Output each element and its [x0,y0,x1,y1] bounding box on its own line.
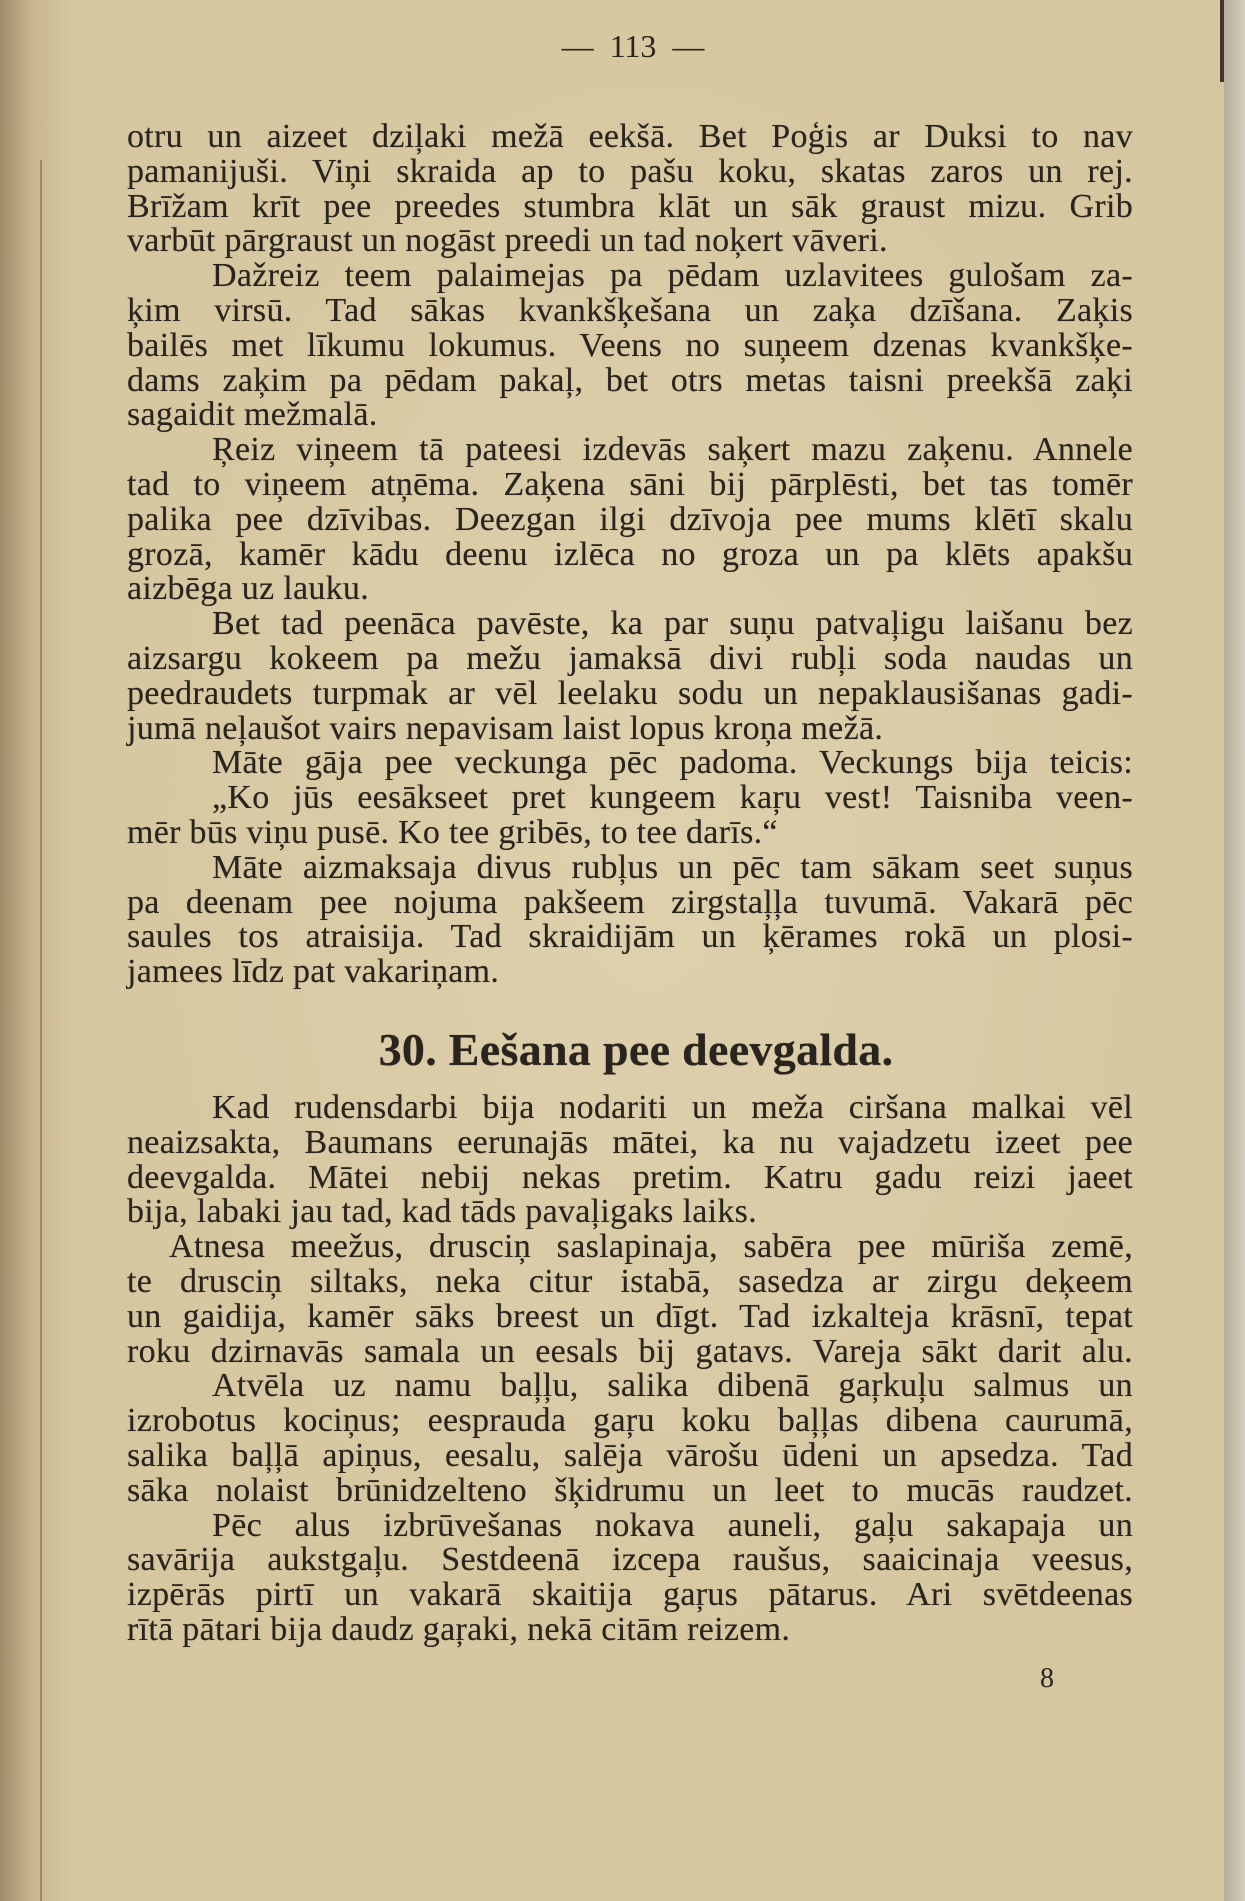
line-text: neaizsakta, Baumans eerunajās mātei, ka nu vajadzetu izeet pee [127,1123,1133,1161]
line-text: te drusciņ siltaks, neka citur istabā, sasedza ar zirgu deķeem [127,1262,1133,1300]
text-line [127,259,1133,294]
line-text: sāka nolaist brūnidzelteno šķidrumu un leet to mucās raudzet. [127,1471,1133,1509]
text-line [127,1297,1133,1335]
line-text: Atvēla uz namu baļļu, salika dibenā gaŗkuļu salmus un [212,1367,1133,1405]
spine-shadow [0,0,72,1901]
line-text: deevgalda. Mātei nebij nekas pretim. Katru gadu reizi jaeet [127,1158,1133,1196]
line-text: Dažreiz teem palaimejas pa pēdam uzlavitees gulošam za- [212,257,1133,295]
line-text: bailēs met līkumu lokumus. Veens no suņeem dzenas kvankšķe- [127,326,1133,364]
text-line [127,500,1133,538]
text-line [127,291,1133,329]
text-line [127,1195,1133,1230]
chapter-body [127,1091,1133,1648]
line-text: saules tos atraisija. Tad skraidijām un ķērames rokā un plosi- [127,918,1133,956]
text-line [127,433,1133,468]
text-line [127,813,1133,851]
text-line [127,1506,1133,1544]
text-line [127,674,1133,712]
text-line [127,1543,1133,1578]
text-line [127,920,1133,955]
line-text: Ŗeiz viņeem tā pateesi izdevās saķert mazu zaķenu. Annele [212,431,1133,469]
text-line [127,1091,1133,1126]
paragraph [127,607,1133,746]
text-line [127,639,1133,677]
line-text: mēr būs viņu pusē. Ko tee gribēs, to tee darīs.“ [127,813,778,851]
text-line [127,848,1133,886]
text-line [127,572,1133,607]
line-text: dams zaķim pa pēdam pakaļ, bet otrs metas taisni preekšā zaķi [127,361,1133,399]
text-line [127,1230,1133,1265]
line-text: Brīžam krīt pee preedes stumbra klāt un sāk graust mizu. Grib [127,187,1133,225]
text-line [127,1158,1133,1196]
line-text: peedraudets turpmak ar vēl leelaku sodu un nepaklausišanas gadi- [127,674,1133,712]
text-line [127,1610,1133,1648]
paragraph [127,1230,1133,1369]
line-text: salika baļļā apiņus, eesalu, salēja vārošu ūdeni un apsedza. Tad [127,1436,1133,1474]
paragraph [127,433,1133,607]
text-line [127,709,1133,747]
paragraph [127,1369,1133,1508]
spine-fold-line [40,160,42,1901]
line-text: Pēc alus izbrūvešanas nokava auneli, gaļu sakapaja un [212,1506,1133,1544]
text-line [127,361,1133,399]
text-line [127,1332,1133,1370]
line-text: pamanijuši. Viņi skraida ap to pašu koku, skatas zaros un rej. [127,152,1133,190]
line-text: rītā pātari bija daudz gaŗaki, nekā citām reizem. [127,1610,791,1648]
text-line [127,1578,1133,1613]
line-text: Atnesa meežus, drusciņ saslapinaja, sabēra pee mūriša zemē, [169,1228,1133,1266]
page-edge [1224,0,1245,1901]
text-line [127,746,1133,781]
line-text: roku dzirnavās samala un eesals bij gatavs. Vareja sākt darit alu. [127,1332,1133,1370]
line-text: varbūt pārgraust un nogāst preedi un tad noķert vāveri. [127,222,888,260]
text-line [127,326,1133,364]
text-line [127,1262,1133,1300]
line-text: bija, labaki jau tad, kad tāds pavaļigaks laiks. [127,1193,758,1231]
paragraph [127,848,1133,991]
line-text: Māte gāja pee veckunga pēc padoma. Veckungs bija teicis: [212,744,1133,782]
text-line [127,1369,1133,1404]
line-text: sagaidit mežmalā. [127,396,378,434]
signature-mark: 8 [1040,1663,1054,1694]
paragraph [127,1091,1133,1230]
text-line [127,465,1133,503]
line-text: jumā neļaušot vairs nepavisam laist lopus kroņa mežā. [127,709,884,747]
paragraph [127,746,1133,781]
text-block-before-chapter [127,120,1133,990]
text-line [127,1404,1133,1439]
line-text: izpērās pirtī un vakarā skaitija gaŗus pātarus. Ari svētdeenas [127,1576,1133,1614]
line-text: izrobotus kociņus; eesprauda gaŗu koku baļļas dibena caurumā, [127,1402,1133,1440]
paragraph [127,1506,1133,1648]
line-text: aizbēga uz lauku. [127,570,370,608]
text-line [127,1471,1133,1509]
text-line [127,781,1133,816]
line-text: savārija aukstgaļu. Sestdeenā izcepa raušus, saaicinaja veesus, [127,1541,1133,1579]
text-line [127,955,1133,990]
text-line [127,535,1133,573]
line-text: Bet tad peenāca pavēste, ka par suņu patvaļigu laišanu bez [212,605,1133,643]
text-line [127,187,1133,225]
paragraph [127,259,1133,433]
line-text: grozā, kamēr kādu deenu izlēca no groza un pa klēts apakšu [127,535,1133,573]
text-line [127,883,1133,921]
line-text: ķim virsū. Tad sākas kvankšķešana un zaķa dzīšana. Zaķis [127,291,1133,329]
text-line [127,398,1133,433]
line-text: pa deenam pee nojuma pakšeem zirgstaļļa tuvumā. Vakarā pēc [127,883,1133,921]
paragraph [127,781,1133,851]
line-text: jamees līdz pat vakariņam. [127,953,500,991]
text-line [127,120,1133,155]
text-line [127,1436,1133,1474]
running-head-page-number: — 113 — [561,28,705,64]
paragraph [127,120,1133,259]
line-text: palika pee dzīvibas. Deezgan ilgi dzīvoja pee mums klētī skalu [127,500,1133,538]
line-text: Māte aizmaksaja divus rubļus un pēc tam sākam seet suņus [212,848,1133,886]
line-text: otru un aizeet dziļaki mežā eekšā. Bet Poģis ar Duksi to nav [127,118,1133,155]
line-text: Kad rudensdarbi bija nodariti un meža ciršana malkai vēl [212,1089,1133,1126]
line-text: un gaidija, kamēr sāks breest un dīgt. Tad izkalteja krāsnī, tepat [127,1297,1133,1335]
text-line [127,607,1133,642]
line-text: „Ko jūs eesākseet pret kungeem kaŗu vest! Taisniba veen- [212,779,1133,817]
text-line [127,224,1133,259]
text-line [127,152,1133,190]
line-text: tad to viņeem atņēma. Zaķena sāni bij pārplēsti, bet tas tomēr [127,465,1133,503]
text-line [127,1123,1133,1161]
line-text: aizsargu kokeem pa mežu jamaksā divi rubļi soda naudas un [127,639,1133,677]
chapter-heading: 30. Eešana pee deevgalda. [378,1024,894,1075]
